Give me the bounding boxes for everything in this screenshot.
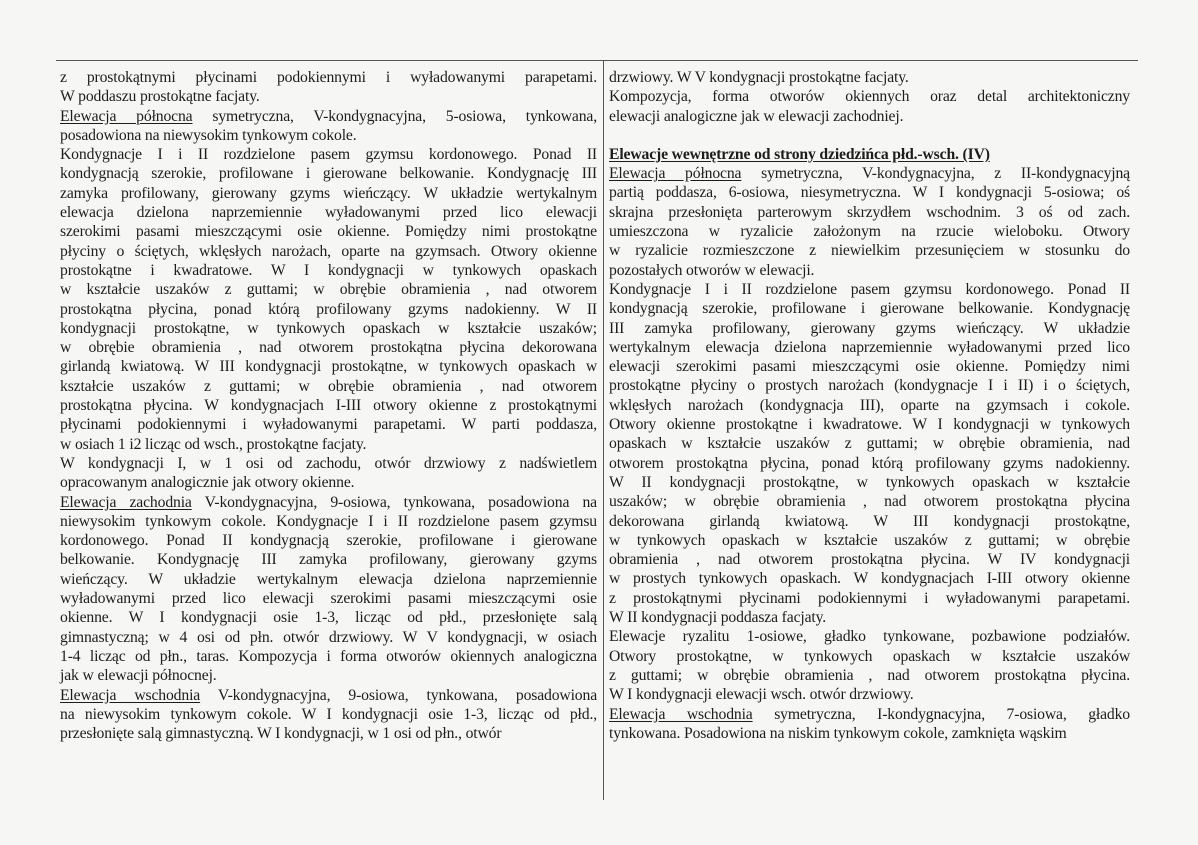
line-text: symetryczna, I-kondygnacyjna, 7-osiowa, gładko [752,705,1131,723]
line-text: W II kondygnacji prostokątne, w tynkowych opaskach w kształcie [609,473,1130,491]
line-text: Kondygnacje I i II rozdzielone pasem gzymsu kordonowego. Ponad II [60,146,597,164]
line-text: prostokątne płyciny o prostych narożach (kondygnacje I i II) i o ściętych, [609,377,1130,395]
text-line [60,550,597,569]
text-line [609,357,1130,376]
text-line [60,145,597,164]
line-text: płyciny o ściętych, wklęsłych narożach, oparte na gzymsach. Otwory okienne [60,242,597,260]
line-text: w osiach 1 i2 licząc od wsch., prostokątne facjaty. [60,435,367,453]
line-text: W II kondygnacji poddasza facjaty. [609,609,827,627]
line-text: kształcie uszaków z guttami; w obrębie obramienia , nad otworem [60,377,597,395]
line-text: wyładowanymi przed lico elewacji szerokimi pasami mieszczącymi osie [60,590,597,608]
line-text: wklęsłych narożach (kondygnacja III), oparte na gzymsach i cokole. [609,396,1130,414]
text-line [60,570,597,589]
line-text: V-kondygnacyjna, 9-osiowa, tynkowana, posadowiona [200,686,598,704]
line-text: gimnastyczną; w 4 osi od płn. otwór drzwiowy. W V kondygnacji, w osiach [60,628,597,646]
line-text: okienne. W I kondygnacji osie 1-3, licząc od płd., przesłonięte salą [60,609,597,627]
text-line [60,396,597,415]
line-text: obramienia , nad otworem prostokątna płycina. W IV kondygnacji [609,551,1130,569]
subheading: Elewacja północna [609,165,742,183]
text-line [60,686,597,705]
text-line [609,647,1130,666]
text-line [609,319,1130,338]
line-text: opaskach w kształcie uszaków z guttami; w obrębie obramienia, nad [609,435,1130,453]
text-line [60,512,597,531]
text-line [609,492,1130,511]
text-line [609,203,1130,222]
line-text: pozostałych otworów w elewacji. [609,261,815,279]
text-line [609,666,1130,685]
line-text: umieszczona w ryzalicie założonym na rzucie wieloboku. Otwory [609,223,1130,241]
line-text: symetryczna, V-kondygnacyjna, z II-kondygnacyjną [741,165,1130,183]
text-line [609,183,1130,202]
text-line [60,319,597,338]
text-line [60,357,597,376]
line-text: prostokątna płycina, ponad którą profilowany gzyms nadokienny. W II [60,300,597,318]
line-text: z prostokątnymi płycinami podokiennymi i wyładowanymi parapetami. [609,589,1130,607]
column-divider [603,60,604,800]
right-column [609,68,1130,743]
line-text: prostokątne i kwadratowe. W I kondygnacji w tynkowych opaskach [60,261,597,279]
line-text: na niewysokim tynkowym cokole. W I kondygnacji osie 1-3, licząc od płd., [60,705,597,723]
subheading: Elewacja zachodnia [60,493,192,511]
line-text: kondygnacją szerokie, profilowane i gierowane belkowanie. Kondygnację [609,300,1130,318]
text-line [609,434,1130,453]
line-text: III zamyka profilowany, gierowany gzyms wieńczący. W układzie [609,319,1130,337]
subheading: Elewacja północna [60,107,193,125]
line-text: w obrębie obramienia , nad otworem prostokątna płycina dekorowana [60,339,597,357]
line-text: posadowiona na niewysokim tynkowym cokole. [60,126,357,144]
text-line [609,164,1130,183]
line-text: drzwiowy. W V kondygnacji prostokątne facjaty. [609,69,909,86]
text-line [609,454,1130,473]
text-line [609,299,1130,318]
line-text: kordonowego. Ponad II kondygnacją szerokie, profilowane i gierowane [60,532,597,550]
line-text: płycinami podokiennymi i wyładowanymi parapetami. W parti poddasza, [60,416,597,434]
line-text: kondygnacji prostokątne, w tynkowych opaskach w kształcie uszaków; [60,319,597,337]
line-text: W I kondygnacji elewacji wsch. otwór drzwiowy. [609,686,914,704]
subheading: Elewacja wschodnia [60,686,201,704]
line-text: Kompozycja, forma otworów okiennych oraz detal architektoniczny [609,88,1130,106]
line-text: wieńczący. W układzie wertykalnym elewacja dzielona naprzemiennie [60,570,597,588]
text-line [609,280,1130,299]
text-line [609,608,1130,627]
line-text: tynkowana. Posadowiona na niskim tynkowym cokole, zamknięta wąskim [609,724,1067,742]
text-line [609,569,1130,588]
line-text: przesłonięte salą gimnastyczną. W I kondygnacji, w 1 osi od płn., otwór [60,725,502,743]
text-line [609,222,1130,241]
text-line [60,184,597,203]
line-text: zamyka profilowany, gierowany gzyms wieńczący. W układzie wertykalnym [60,184,597,202]
text-line [60,300,597,319]
line-text: elewacji szerokimi pasami mieszczącymi osie okienne. Pomiędzy nimi [609,358,1130,376]
top-rule [56,60,1138,61]
text-line [609,705,1130,724]
line-text: symetryczna, V-kondygnacyjna, 5-osiowa, tynkowana, [192,107,597,125]
text-line [60,222,597,241]
text-line [609,550,1130,569]
text-line [609,87,1130,106]
line-text: otworem prostokątna płycina, ponad którą profilowany gzyms nadokienny. [609,454,1130,472]
line-text: Otwory okienne prostokątne i kwadratowe. W I kondygnacji w tynkowych [609,416,1130,434]
line-text: w kształcie uszaków z guttami; w obrębie obramienia , nad otworem [60,281,597,299]
text-line [609,724,1130,743]
text-line [609,531,1130,550]
text-line [60,203,597,222]
text-line [60,473,597,492]
text-line [60,126,597,145]
line-text: Elewacje ryzalitu 1-osiowe, gładko tynkowane, pozbawione podziałów. [609,628,1130,646]
text-line [60,377,597,396]
text-line [60,87,597,106]
line-text: wertykalnym elewacja dzielona naprzemiennie wyładowanymi przed lico [609,338,1130,356]
text-line [609,107,1130,126]
text-line [60,724,597,743]
line-text: W poddaszu prostokątne facjaty. [60,88,260,106]
text-line [609,261,1130,280]
text-line [60,666,597,685]
line-text: jak w elewacji północnej. [60,667,217,685]
text-line [60,608,597,627]
line-text: uszaków; w obrębie obramienia , nad otworem prostokątna płycina [609,493,1130,511]
text-line [609,685,1130,704]
line-text: Kondygnacje I i II rozdzielone pasem gzymsu kordonowego. Ponad II [609,280,1130,298]
text-line [609,145,1130,164]
section-heading: Elewacje wewnętrzne od strony dziedzińca płd.-wsch. (IV) [609,145,990,163]
text-line [60,493,597,512]
text-line [60,242,597,261]
text-line [60,107,597,126]
text-line [60,435,597,454]
line-text: 1-4 licząc od płn., taras. Kompozycja i forma otworów okiennych analogiczna [60,647,597,665]
line-text: elewacja dzielona naprzemiennie wyładowanymi przed lico elewacji [60,204,597,222]
text-line [60,647,597,666]
line-text: w ryzalicie rozmieszczone z niewielkim przesunięciem w stosunku do [609,242,1130,260]
line-text: W kondygnacji I, w 1 osi od zachodu, otwór drzwiowy z nadświetlem [60,454,597,472]
text-line [609,376,1130,395]
text-line [60,415,597,434]
line-text: w prostych tynkowych opaskach. W kondygnacjach I-III otwory okienne [609,570,1130,588]
line-text: skrajna przesłonięta parterowym skrzydłem wschodnim. 3 oś od zach. [609,203,1130,221]
line-text: dekorowana girlandą kwiatową. W III kondygnacji prostokątne, [609,512,1130,530]
text-line [609,68,1130,87]
text-line [60,705,597,724]
text-line [60,261,597,280]
text-line [60,531,597,550]
line-text: w tynkowych opaskach w kształcie uszaków z guttami; w obrębie [609,531,1130,549]
text-line [60,164,597,183]
text-line [609,415,1130,434]
line-text: Otwory prostokątne, w tynkowych opaskach w kształcie uszaków [609,647,1130,665]
left-column [60,68,597,743]
line-text: kondygnacją szerokie, profilowane i gierowane belkowanie. Kondygnację III [60,165,597,183]
text-line [609,241,1130,260]
line-text: niewysokim tynkowym cokole. Kondygnacje I i II rozdzielone pasem gzymsu [60,512,597,530]
line-text: z guttami; w obrębie obramienia , nad otworem prostokątna płycina. [609,666,1130,684]
text-line [60,338,597,357]
line-text: V-kondygnacyjna, 9-osiowa, tynkowana, posadowiona na [191,493,597,511]
line-text: elewacji analogiczne jak w elewacji zachodniej. [609,107,904,125]
line-text: belkowanie. Kondygnację III zamyka profilowany, gierowany gzyms [60,551,597,569]
text-line [609,627,1130,646]
line-text: partią poddasza, 6-osiowa, niesymetryczna. W I kondygnacji 5-osiowa; oś [609,184,1130,202]
line-text: szerokimi pasami mieszczącymi osie okienne. Pomiędzy nimi prostokątne [60,223,597,241]
line-text: opracowanym analogicznie jak otwory okienne. [60,474,355,492]
text-line [60,589,597,608]
text-line [60,68,597,87]
text-line [609,473,1130,492]
text-line [60,628,597,647]
text-line [609,396,1130,415]
text-line [60,280,597,299]
subheading: Elewacja wschodnia [609,705,753,723]
line-text: girlandą kwiatową. W III kondygnacji prostokątne, w tynkowych opaskach w [60,358,597,376]
line-text: prostokątna płycina. W kondygnacjach I-III otwory okienne z prostokątnymi [60,397,597,415]
text-line [609,512,1130,531]
text-line [609,589,1130,608]
line-text: z prostokątnymi płycinami podokiennymi i wyładowanymi parapetami. [60,69,597,86]
text-line [609,338,1130,357]
text-line [60,454,597,473]
